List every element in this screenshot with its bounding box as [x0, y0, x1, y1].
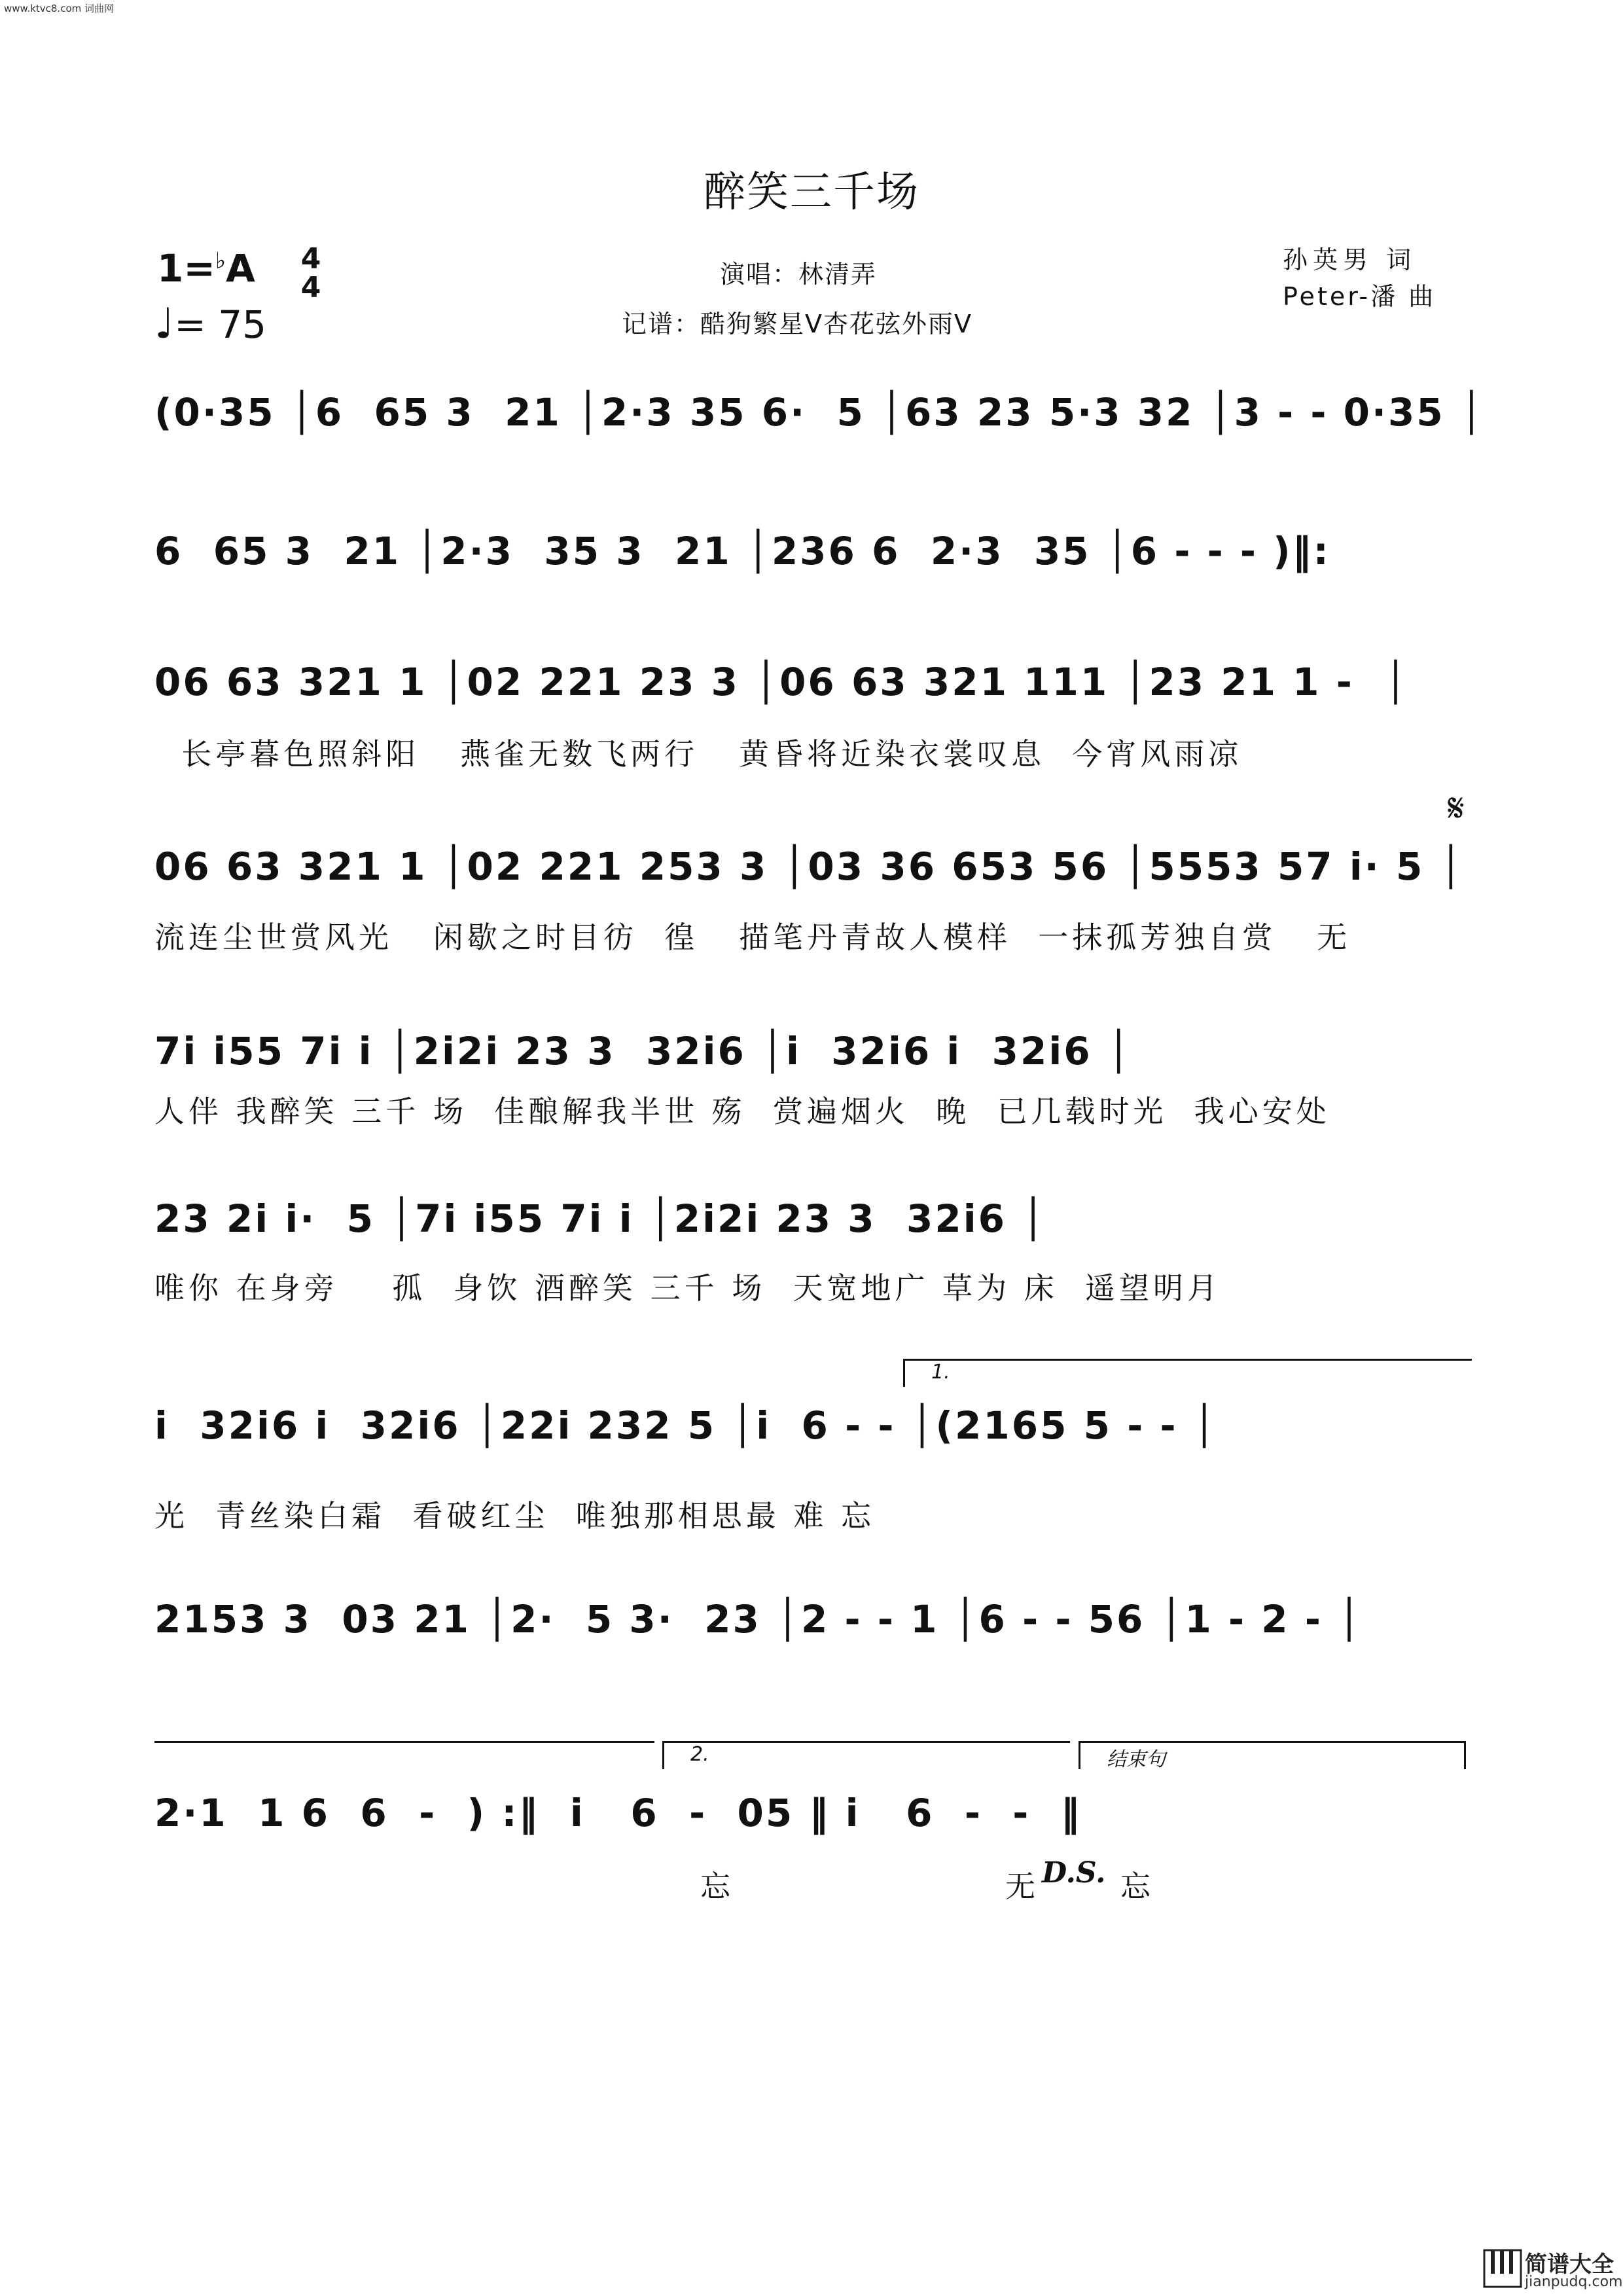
song-title: 醉笑三千场	[704, 168, 919, 217]
time-bottom: 4	[300, 271, 321, 304]
lyricist-credit: 孙英男 词	[1283, 245, 1417, 274]
notation-line-1: (0·35 │6 65 3 21 │2·3 35 6· 5 │63 23 5·3 32 │3 - - 0·35 │	[154, 390, 1485, 435]
notation-line-4: 06 63 321 1 │02 221 253 3 │03 36 653 56 │5553 57 i· 5 │	[154, 844, 1465, 889]
composer-credit: Peter-潘 曲	[1283, 282, 1436, 311]
logo-name: 简谱大全	[1525, 2251, 1614, 2278]
logo-url: jianpudq.com	[1525, 2274, 1623, 2290]
notation-line-2: 6 65 3 21 │2·3 35 3 21 │236 6 2·3 35 │6 - - - )‖:	[154, 529, 1330, 573]
notation-line-8: 2153 3 03 21 │2· 5 3· 23 │2 - - 1 │6 - - 56 │1 - 2 - │	[154, 1597, 1363, 1641]
tempo-marking	[154, 300, 266, 348]
flat-symbol: ♭	[215, 247, 226, 274]
site-logo	[1483, 2246, 1623, 2292]
volta-second	[662, 1741, 1070, 1769]
quarter-note-icon: ♩	[154, 300, 175, 348]
time-top: 4	[300, 242, 321, 276]
key-note: A	[226, 246, 255, 291]
notation-line-9: 2·1 1 6 6 - ) :‖ i 6 - 05 ‖ i 6 - - ‖	[154, 1791, 1082, 1835]
volta-ending-label: 结束句	[1107, 1748, 1166, 1771]
lyric-wang-1: 忘	[700, 1869, 730, 1904]
volta-first	[903, 1359, 1472, 1387]
header-note: www.ktvc8.com 词曲网	[4, 3, 115, 14]
transcriber-credit: 记谱：酷狗繁星V杏花弦外雨V	[622, 310, 972, 338]
piano-keys-icon	[1483, 2249, 1522, 2288]
singer-credit: 演唱：林清弄	[720, 260, 878, 289]
lyric-line-4: 流连尘世赏风光 闲歇之时目彷 徨 描笔丹青故人模样 一抹孤芳独自赏 无	[154, 920, 1351, 955]
time-signature	[298, 242, 324, 304]
key-one: 1	[157, 246, 184, 291]
ds-marking: D.S.	[1042, 1856, 1106, 1890]
lyric-wang-2: 忘	[1120, 1869, 1150, 1904]
volta-ending	[1079, 1741, 1466, 1769]
lyric-line-3: 长亭暮色照斜阳 燕雀无数飞两行 黄昏将近染衣裳叹息 今宵风雨凉	[154, 736, 1243, 772]
segno-symbol: 𝄋	[1448, 785, 1465, 831]
volta-second-label: 2.	[690, 1743, 709, 1766]
volta-first-label: 1.	[931, 1361, 950, 1384]
volta-first-continued	[154, 1741, 654, 1743]
tempo-value: = 75	[174, 302, 267, 347]
notation-line-5: 7i i55 7i i │2i2i 23 3 32i6 │i 32i6 i 32i6 │	[154, 1029, 1132, 1073]
lyric-line-5: 人伴 我醉笑 三千 场 佳酿解我半世 殇 赏遍烟火 晚 已几载时光 我心安处	[154, 1094, 1330, 1129]
notation-line-6: 23 2i i· 5 │7i i55 7i i │2i2i 23 3 32i6 │	[154, 1196, 1047, 1241]
notation-line-3: 06 63 321 1 │02 221 23 3 │06 63 321 111 │23 21 1 - │	[154, 660, 1410, 704]
lyric-line-6: 唯你 在身旁 孤 身饮 酒醉笑 三千 场 天宽地广 草为 床 遥望明月	[154, 1270, 1221, 1306]
key-eq: =	[183, 246, 215, 291]
key-signature	[157, 246, 255, 291]
lyric-line-7: 光 青丝染白霜 看破红尘 唯独那相思最 难 忘	[154, 1498, 875, 1534]
notation-line-7: i 32i6 i 32i6 │22i 232 5 │i 6 - - │(2165 5 - - │	[154, 1403, 1218, 1448]
lyric-wu: 无	[1005, 1869, 1035, 1904]
